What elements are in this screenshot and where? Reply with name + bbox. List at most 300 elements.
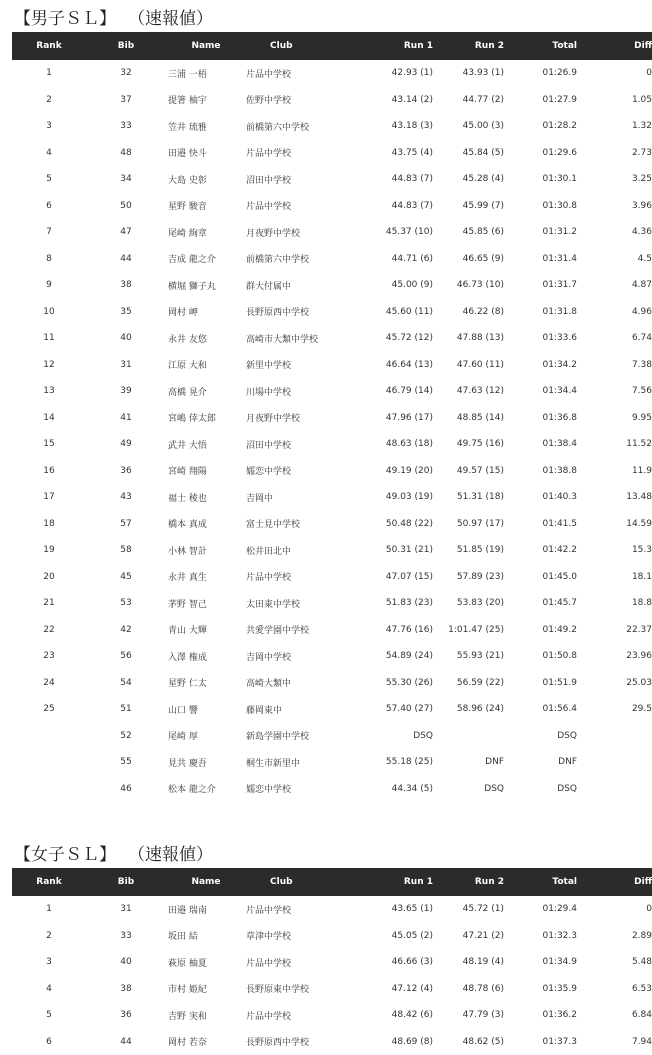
header-bib: Bib bbox=[86, 868, 166, 896]
diff-cell: 6.53 bbox=[577, 976, 652, 1003]
header-run2: Run 2 bbox=[433, 868, 504, 896]
rank-cell: 3 bbox=[12, 949, 86, 976]
bib-cell: 40 bbox=[86, 325, 166, 352]
rank-cell: 2 bbox=[12, 87, 86, 114]
bib-cell: 53 bbox=[86, 590, 166, 617]
run2-cell: 45.99 (7) bbox=[433, 193, 504, 220]
diff-cell: 11.9 bbox=[577, 458, 652, 485]
header-club: Club bbox=[244, 868, 378, 896]
rank-cell: 1 bbox=[12, 60, 86, 87]
run1-cell: 45.72 (12) bbox=[378, 325, 433, 352]
name-cell: 田邉 快斗 bbox=[166, 140, 244, 167]
bib-cell: 45 bbox=[86, 564, 166, 591]
women-table-body bbox=[12, 896, 652, 1055]
diff-cell: 29.5 bbox=[577, 696, 652, 723]
table-row bbox=[12, 696, 652, 723]
total-cell: 01:41.5 bbox=[504, 511, 577, 538]
run2-cell: DSQ bbox=[433, 776, 504, 803]
men-subtitle: （速報値） bbox=[128, 4, 213, 29]
table-row bbox=[12, 378, 652, 405]
run2-cell: 47.60 (11) bbox=[433, 352, 504, 379]
run1-cell: 50.48 (22) bbox=[378, 511, 433, 538]
total-cell: 01:34.9 bbox=[504, 949, 577, 976]
run2-cell: 53.83 (20) bbox=[433, 590, 504, 617]
rank-cell: 14 bbox=[12, 405, 86, 432]
women-section bbox=[0, 836, 640, 1055]
bib-cell: 31 bbox=[86, 352, 166, 379]
club-cell: 月夜野中学校 bbox=[244, 219, 378, 246]
run1-cell: 46.64 (13) bbox=[378, 352, 433, 379]
rank-cell: 20 bbox=[12, 564, 86, 591]
run1-cell: 46.66 (3) bbox=[378, 949, 433, 976]
header-run1: Run 1 bbox=[378, 32, 433, 60]
club-cell: 川場中学校 bbox=[244, 378, 378, 405]
run2-cell: 46.65 (9) bbox=[433, 246, 504, 273]
run1-cell: 43.18 (3) bbox=[378, 113, 433, 140]
table-row bbox=[12, 60, 652, 87]
run1-cell: 54.89 (24) bbox=[378, 643, 433, 670]
bib-cell: 42 bbox=[86, 617, 166, 644]
rank-cell: 21 bbox=[12, 590, 86, 617]
run2-cell bbox=[433, 723, 504, 750]
club-cell: 吉岡中 bbox=[244, 484, 378, 511]
table-row bbox=[12, 484, 652, 511]
table-row bbox=[12, 896, 652, 923]
total-cell: 01:29.4 bbox=[504, 896, 577, 923]
name-cell: 坂田 結 bbox=[166, 923, 244, 950]
run2-cell: 49.75 (16) bbox=[433, 431, 504, 458]
club-cell: 片品中学校 bbox=[244, 564, 378, 591]
club-cell: 片品中学校 bbox=[244, 1002, 378, 1029]
run2-cell: 45.85 (6) bbox=[433, 219, 504, 246]
diff-cell: 13.48 bbox=[577, 484, 652, 511]
men-results-table bbox=[12, 32, 652, 802]
total-cell: DNF bbox=[504, 749, 577, 776]
run2-cell: 50.97 (17) bbox=[433, 511, 504, 538]
run1-cell: 45.05 (2) bbox=[378, 923, 433, 950]
total-cell: 01:30.1 bbox=[504, 166, 577, 193]
bib-cell: 41 bbox=[86, 405, 166, 432]
run2-cell: 46.73 (10) bbox=[433, 272, 504, 299]
rank-cell: 15 bbox=[12, 431, 86, 458]
name-cell: 入澤 権成 bbox=[166, 643, 244, 670]
name-cell: 岡村 岬 bbox=[166, 299, 244, 326]
table-row bbox=[12, 537, 652, 564]
club-cell: 片品中学校 bbox=[244, 896, 378, 923]
name-cell: 永井 真生 bbox=[166, 564, 244, 591]
club-cell: 沼田中学校 bbox=[244, 166, 378, 193]
men-header-row bbox=[12, 32, 652, 60]
rank-cell: 7 bbox=[12, 219, 86, 246]
run1-cell: 55.18 (25) bbox=[378, 749, 433, 776]
club-cell: 新里中学校 bbox=[244, 352, 378, 379]
diff-cell: 15.3 bbox=[577, 537, 652, 564]
club-cell: 月夜野中学校 bbox=[244, 405, 378, 432]
bib-cell: 56 bbox=[86, 643, 166, 670]
diff-cell: 22.37 bbox=[577, 617, 652, 644]
club-cell: 新島学園中学校 bbox=[244, 723, 378, 750]
table-row bbox=[12, 193, 652, 220]
diff-cell: 4.36 bbox=[577, 219, 652, 246]
run1-cell: 43.75 (4) bbox=[378, 140, 433, 167]
women-title: 【女子ＳＬ】 bbox=[14, 840, 116, 865]
name-cell: 大島 史彰 bbox=[166, 166, 244, 193]
total-cell: 01:29.6 bbox=[504, 140, 577, 167]
total-cell: 01:49.2 bbox=[504, 617, 577, 644]
name-cell: 尾崎 絢章 bbox=[166, 219, 244, 246]
run1-cell: 44.83 (7) bbox=[378, 166, 433, 193]
table-row bbox=[12, 776, 652, 803]
run1-cell: 49.19 (20) bbox=[378, 458, 433, 485]
run2-cell: 48.85 (14) bbox=[433, 405, 504, 432]
rank-cell: 24 bbox=[12, 670, 86, 697]
table-row bbox=[12, 511, 652, 538]
run1-cell: 44.34 (5) bbox=[378, 776, 433, 803]
name-cell: 橋本 真成 bbox=[166, 511, 244, 538]
table-row bbox=[12, 431, 652, 458]
bib-cell: 55 bbox=[86, 749, 166, 776]
rank-cell: 5 bbox=[12, 1002, 86, 1029]
table-row bbox=[12, 976, 652, 1003]
run2-cell: 47.79 (3) bbox=[433, 1002, 504, 1029]
club-cell: 片品中学校 bbox=[244, 193, 378, 220]
rank-cell: 12 bbox=[12, 352, 86, 379]
run2-cell: 45.00 (3) bbox=[433, 113, 504, 140]
run2-cell: 43.93 (1) bbox=[433, 60, 504, 87]
bib-cell: 40 bbox=[86, 949, 166, 976]
run1-cell: 43.65 (1) bbox=[378, 896, 433, 923]
run1-cell: 44.83 (7) bbox=[378, 193, 433, 220]
diff-cell bbox=[577, 723, 652, 750]
header-club: Club bbox=[244, 32, 378, 60]
table-row bbox=[12, 723, 652, 750]
name-cell: 見共 慶吾 bbox=[166, 749, 244, 776]
diff-cell: 11.52 bbox=[577, 431, 652, 458]
run2-cell: 45.84 (5) bbox=[433, 140, 504, 167]
diff-cell bbox=[577, 749, 652, 776]
run2-cell: 44.77 (2) bbox=[433, 87, 504, 114]
men-section-title bbox=[0, 0, 640, 32]
club-cell: 高崎大類中 bbox=[244, 670, 378, 697]
diff-cell: 7.56 bbox=[577, 378, 652, 405]
table-row bbox=[12, 87, 652, 114]
run1-cell: 47.12 (4) bbox=[378, 976, 433, 1003]
bib-cell: 58 bbox=[86, 537, 166, 564]
run1-cell: 45.60 (11) bbox=[378, 299, 433, 326]
run2-cell: 47.63 (12) bbox=[433, 378, 504, 405]
run1-cell: 45.00 (9) bbox=[378, 272, 433, 299]
run1-cell: 44.71 (6) bbox=[378, 246, 433, 273]
diff-cell: 0 bbox=[577, 60, 652, 87]
table-row bbox=[12, 140, 652, 167]
rank-cell bbox=[12, 723, 86, 750]
men-table-body bbox=[12, 60, 652, 802]
name-cell: 三浦 一梧 bbox=[166, 60, 244, 87]
diff-cell: 3.25 bbox=[577, 166, 652, 193]
name-cell: 宮嶋 倖太郎 bbox=[166, 405, 244, 432]
rank-cell: 3 bbox=[12, 113, 86, 140]
total-cell: 01:45.0 bbox=[504, 564, 577, 591]
diff-cell: 6.74 bbox=[577, 325, 652, 352]
run1-cell: 48.42 (6) bbox=[378, 1002, 433, 1029]
table-row bbox=[12, 113, 652, 140]
total-cell: 01:56.4 bbox=[504, 696, 577, 723]
club-cell: 長野原西中学校 bbox=[244, 299, 378, 326]
club-cell: 草津中学校 bbox=[244, 923, 378, 950]
run2-cell: 45.28 (4) bbox=[433, 166, 504, 193]
men-title: 【男子ＳＬ】 bbox=[14, 4, 116, 29]
diff-cell: 4.96 bbox=[577, 299, 652, 326]
bib-cell: 39 bbox=[86, 378, 166, 405]
club-cell: 嬬恋中学校 bbox=[244, 776, 378, 803]
run1-cell: 43.14 (2) bbox=[378, 87, 433, 114]
bib-cell: 35 bbox=[86, 299, 166, 326]
total-cell: 01:50.8 bbox=[504, 643, 577, 670]
total-cell: 01:32.3 bbox=[504, 923, 577, 950]
club-cell: 長野原西中学校 bbox=[244, 1029, 378, 1055]
name-cell: 松本 龍之介 bbox=[166, 776, 244, 803]
name-cell: 小林 智計 bbox=[166, 537, 244, 564]
header-name: Name bbox=[166, 32, 244, 60]
rank-cell: 8 bbox=[12, 246, 86, 273]
name-cell: 田邉 瑞南 bbox=[166, 896, 244, 923]
table-row bbox=[12, 458, 652, 485]
diff-cell: 4.5 bbox=[577, 246, 652, 273]
name-cell: 岡村 若奈 bbox=[166, 1029, 244, 1055]
table-row bbox=[12, 590, 652, 617]
total-cell: 01:31.2 bbox=[504, 219, 577, 246]
club-cell: 片品中学校 bbox=[244, 949, 378, 976]
bib-cell: 43 bbox=[86, 484, 166, 511]
diff-cell: 2.89 bbox=[577, 923, 652, 950]
table-row bbox=[12, 272, 652, 299]
run1-cell: 47.07 (15) bbox=[378, 564, 433, 591]
run2-cell: 47.21 (2) bbox=[433, 923, 504, 950]
club-cell: 吉岡中学校 bbox=[244, 643, 378, 670]
run1-cell: 48.63 (18) bbox=[378, 431, 433, 458]
rank-cell: 22 bbox=[12, 617, 86, 644]
name-cell: 萩原 柚夏 bbox=[166, 949, 244, 976]
rank-cell: 13 bbox=[12, 378, 86, 405]
name-cell: 横堀 獅子丸 bbox=[166, 272, 244, 299]
diff-cell: 1.05 bbox=[577, 87, 652, 114]
rank-cell: 2 bbox=[12, 923, 86, 950]
total-cell: 01:31.4 bbox=[504, 246, 577, 273]
table-row bbox=[12, 749, 652, 776]
run2-cell: 48.62 (5) bbox=[433, 1029, 504, 1055]
bib-cell: 33 bbox=[86, 923, 166, 950]
rank-cell: 17 bbox=[12, 484, 86, 511]
diff-cell: 7.38 bbox=[577, 352, 652, 379]
name-cell: 提箸 柚宇 bbox=[166, 87, 244, 114]
table-row bbox=[12, 166, 652, 193]
total-cell: 01:31.7 bbox=[504, 272, 577, 299]
rank-cell bbox=[12, 749, 86, 776]
bib-cell: 32 bbox=[86, 60, 166, 87]
header-diff: Diff bbox=[577, 32, 652, 60]
bib-cell: 31 bbox=[86, 896, 166, 923]
run2-cell: 48.19 (4) bbox=[433, 949, 504, 976]
rank-cell: 4 bbox=[12, 976, 86, 1003]
name-cell: 尾崎 厚 bbox=[166, 723, 244, 750]
rank-cell: 1 bbox=[12, 896, 86, 923]
club-cell: 前橋第六中学校 bbox=[244, 113, 378, 140]
total-cell: 01:38.8 bbox=[504, 458, 577, 485]
rank-cell: 19 bbox=[12, 537, 86, 564]
table-row bbox=[12, 325, 652, 352]
name-cell: 宮崎 翔陽 bbox=[166, 458, 244, 485]
bib-cell: 38 bbox=[86, 272, 166, 299]
header-total: Total bbox=[504, 868, 577, 896]
run2-cell: 1:01.47 (25) bbox=[433, 617, 504, 644]
total-cell: 01:35.9 bbox=[504, 976, 577, 1003]
club-cell: 嬬恋中学校 bbox=[244, 458, 378, 485]
rank-cell: 5 bbox=[12, 166, 86, 193]
bib-cell: 44 bbox=[86, 1029, 166, 1055]
women-header-row bbox=[12, 868, 652, 896]
run2-cell: 56.59 (22) bbox=[433, 670, 504, 697]
run2-cell: 49.57 (15) bbox=[433, 458, 504, 485]
bib-cell: 52 bbox=[86, 723, 166, 750]
table-row bbox=[12, 564, 652, 591]
diff-cell: 5.48 bbox=[577, 949, 652, 976]
header-run1: Run 1 bbox=[378, 868, 433, 896]
rank-cell: 11 bbox=[12, 325, 86, 352]
run1-cell: 47.76 (16) bbox=[378, 617, 433, 644]
bib-cell: 34 bbox=[86, 166, 166, 193]
name-cell: 高橋 晃介 bbox=[166, 378, 244, 405]
header-run2: Run 2 bbox=[433, 32, 504, 60]
run2-cell: 48.78 (6) bbox=[433, 976, 504, 1003]
table-row bbox=[12, 405, 652, 432]
header-bib: Bib bbox=[86, 32, 166, 60]
club-cell: 佐野中学校 bbox=[244, 87, 378, 114]
club-cell: 藤岡東中 bbox=[244, 696, 378, 723]
diff-cell: 1.32 bbox=[577, 113, 652, 140]
run2-cell: 51.85 (19) bbox=[433, 537, 504, 564]
rank-cell: 4 bbox=[12, 140, 86, 167]
name-cell: 吉野 実和 bbox=[166, 1002, 244, 1029]
club-cell: 高崎市大類中学校 bbox=[244, 325, 378, 352]
run1-cell: 57.40 (27) bbox=[378, 696, 433, 723]
women-section-title bbox=[0, 836, 640, 868]
run1-cell: 50.31 (21) bbox=[378, 537, 433, 564]
diff-cell: 18.8 bbox=[577, 590, 652, 617]
diff-cell: 3.96 bbox=[577, 193, 652, 220]
table-row bbox=[12, 949, 652, 976]
header-diff: Diff bbox=[577, 868, 652, 896]
run1-cell: DSQ bbox=[378, 723, 433, 750]
total-cell: 01:36.8 bbox=[504, 405, 577, 432]
table-row bbox=[12, 643, 652, 670]
name-cell: 武井 大悟 bbox=[166, 431, 244, 458]
bib-cell: 33 bbox=[86, 113, 166, 140]
table-row bbox=[12, 670, 652, 697]
run1-cell: 48.69 (8) bbox=[378, 1029, 433, 1055]
name-cell: 市村 姫紀 bbox=[166, 976, 244, 1003]
club-cell: 片品中学校 bbox=[244, 60, 378, 87]
run2-cell: DNF bbox=[433, 749, 504, 776]
rank-cell: 9 bbox=[12, 272, 86, 299]
table-row bbox=[12, 617, 652, 644]
diff-cell: 25.03 bbox=[577, 670, 652, 697]
club-cell: 桐生市新里中 bbox=[244, 749, 378, 776]
header-name: Name bbox=[166, 868, 244, 896]
table-row bbox=[12, 1029, 652, 1055]
diff-cell: 9.95 bbox=[577, 405, 652, 432]
table-row bbox=[12, 219, 652, 246]
bib-cell: 36 bbox=[86, 458, 166, 485]
club-cell: 長野原東中学校 bbox=[244, 976, 378, 1003]
club-cell: 沼田中学校 bbox=[244, 431, 378, 458]
club-cell: 群大付属中 bbox=[244, 272, 378, 299]
diff-cell: 18.1 bbox=[577, 564, 652, 591]
bib-cell: 44 bbox=[86, 246, 166, 273]
diff-cell: 14.59 bbox=[577, 511, 652, 538]
rank-cell: 6 bbox=[12, 193, 86, 220]
run1-cell: 49.03 (19) bbox=[378, 484, 433, 511]
total-cell: DSQ bbox=[504, 723, 577, 750]
run2-cell: 45.72 (1) bbox=[433, 896, 504, 923]
bib-cell: 48 bbox=[86, 140, 166, 167]
bib-cell: 50 bbox=[86, 193, 166, 220]
club-cell: 片品中学校 bbox=[244, 140, 378, 167]
bib-cell: 57 bbox=[86, 511, 166, 538]
bib-cell: 36 bbox=[86, 1002, 166, 1029]
total-cell: DSQ bbox=[504, 776, 577, 803]
name-cell: 星野 仁太 bbox=[166, 670, 244, 697]
total-cell: 01:36.2 bbox=[504, 1002, 577, 1029]
total-cell: 01:38.4 bbox=[504, 431, 577, 458]
total-cell: 01:27.9 bbox=[504, 87, 577, 114]
total-cell: 01:51.9 bbox=[504, 670, 577, 697]
club-cell: 富士見中学校 bbox=[244, 511, 378, 538]
total-cell: 01:45.7 bbox=[504, 590, 577, 617]
total-cell: 01:31.8 bbox=[504, 299, 577, 326]
header-rank: Rank bbox=[12, 32, 86, 60]
total-cell: 01:26.9 bbox=[504, 60, 577, 87]
total-cell: 01:34.2 bbox=[504, 352, 577, 379]
total-cell: 01:42.2 bbox=[504, 537, 577, 564]
name-cell: 永井 友悠 bbox=[166, 325, 244, 352]
run2-cell: 58.96 (24) bbox=[433, 696, 504, 723]
run1-cell: 51.83 (23) bbox=[378, 590, 433, 617]
header-rank: Rank bbox=[12, 868, 86, 896]
bib-cell: 47 bbox=[86, 219, 166, 246]
diff-cell: 0 bbox=[577, 896, 652, 923]
total-cell: 01:40.3 bbox=[504, 484, 577, 511]
bib-cell: 51 bbox=[86, 696, 166, 723]
run1-cell: 46.79 (14) bbox=[378, 378, 433, 405]
rank-cell: 6 bbox=[12, 1029, 86, 1055]
diff-cell: 7.94 bbox=[577, 1029, 652, 1055]
diff-cell: 6.84 bbox=[577, 1002, 652, 1029]
club-cell: 太田東中学校 bbox=[244, 590, 378, 617]
total-cell: 01:30.8 bbox=[504, 193, 577, 220]
name-cell: 茅野 智己 bbox=[166, 590, 244, 617]
bib-cell: 38 bbox=[86, 976, 166, 1003]
club-cell: 前橋第六中学校 bbox=[244, 246, 378, 273]
club-cell: 松井田北中 bbox=[244, 537, 378, 564]
name-cell: 江原 大和 bbox=[166, 352, 244, 379]
rank-cell: 23 bbox=[12, 643, 86, 670]
name-cell: 吉成 龍之介 bbox=[166, 246, 244, 273]
diff-cell: 4.87 bbox=[577, 272, 652, 299]
total-cell: 01:33.6 bbox=[504, 325, 577, 352]
women-results-table bbox=[12, 868, 652, 1055]
run2-cell: 46.22 (8) bbox=[433, 299, 504, 326]
total-cell: 01:34.4 bbox=[504, 378, 577, 405]
